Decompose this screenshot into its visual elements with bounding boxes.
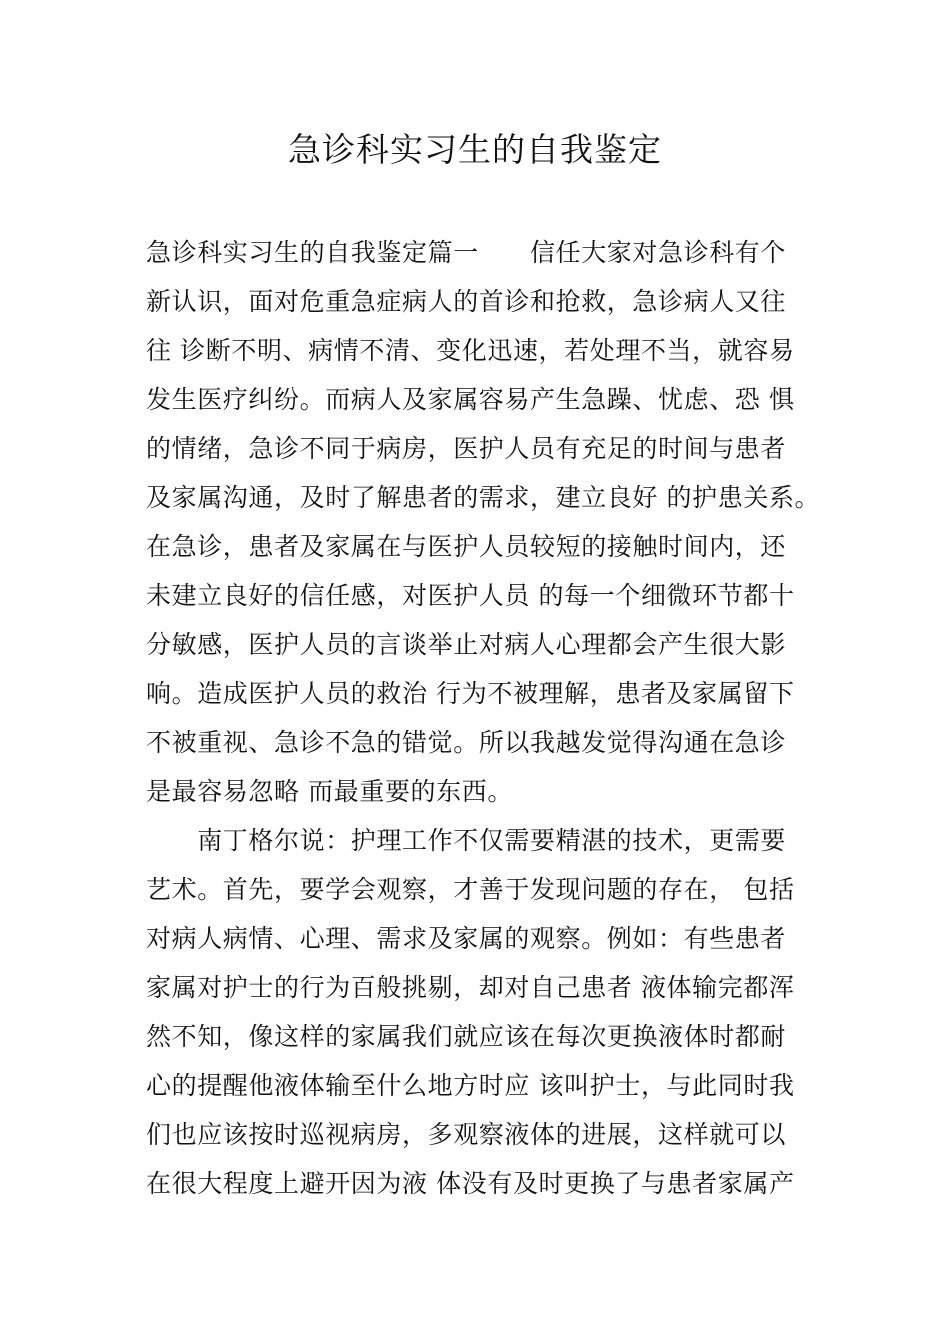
body-line: 在急诊，患者及家属在与医护人员较短的接触时间内，还 <box>146 532 787 561</box>
body-line: 分敏感，医护人员的言谈举止对病人心理都会产生很大影 <box>146 630 787 659</box>
body-line: 响。造成医护人员的救治 行为不被理解，患者及家属留下 <box>146 679 795 708</box>
body-line: 的情绪，急诊不同于病房，医护人员有充足的时间与患者 <box>146 434 787 463</box>
body-line: 发生医疗纠纷。而病人及家属容易产生急躁、忧虑、恐 惧 <box>146 385 795 414</box>
document-title: 急诊科实习生的自我鉴定 <box>288 130 662 169</box>
body-line: 往 诊断不明、病情不清、变化迅速，若处理不当，就容易 <box>146 336 795 365</box>
document-body <box>146 228 821 1208</box>
body-line: 心的提醒他液体输至什么地方时应 该叫护士，与此同时我 <box>146 1071 795 1100</box>
body-line: 然不知，像这样的家属我们就应该在每次更换液体时都耐 <box>146 1022 787 1051</box>
body-line: 对病人病情、心理、需求及家属的观察。例如：有些患者 <box>146 924 787 953</box>
body-line: 南丁格尔说：护理工作不仅需要精湛的技术，更需要 <box>146 826 787 855</box>
body-line: 们也应该按时巡视病房，多观察液体的进展，这样就可以 <box>146 1120 787 1149</box>
body-line: 及家属沟通，及时了解患者的需求，建立良好 的护患关系。 <box>146 483 821 512</box>
body-line: 不被重视、急诊不急的错觉。所以我越发觉得沟通在急诊 <box>146 728 787 757</box>
body-line: 在很大程度上避开因为液 体没有及时更换了与患者家属产 <box>146 1169 795 1198</box>
body-line: 新认识，面对危重急症病人的首诊和抢救，急诊病人又往 <box>146 287 787 316</box>
body-line: 是最容易忽略 而最重要的东西。 <box>146 777 513 806</box>
body-line: 家属对护士的行为百般挑剔，却对自己患者 液体输完都浑 <box>146 973 795 1002</box>
body-line: 艺术。首先，要学会观察，才善于发现问题的存在， 包括 <box>146 875 795 904</box>
body-line: 急诊科实习生的自我鉴定篇一 信任大家对急诊科有个 <box>146 238 787 267</box>
body-line: 未建立良好的信任感，对医护人员 的每一个细微环节都十 <box>146 581 795 610</box>
